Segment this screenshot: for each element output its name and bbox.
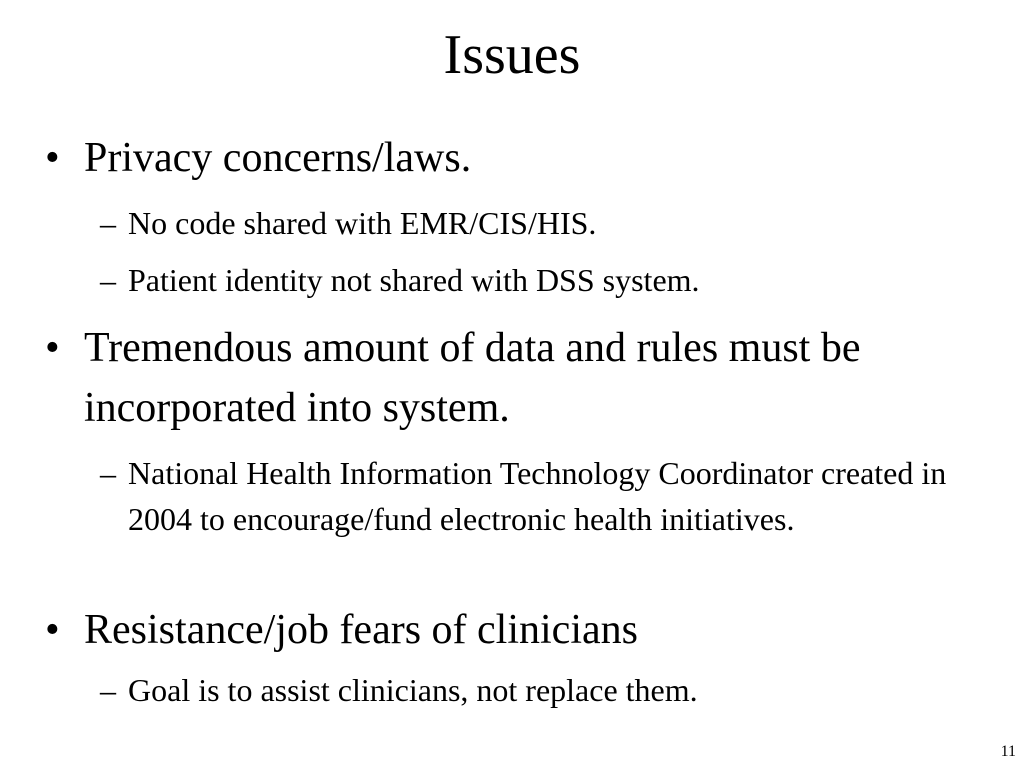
bullet-text: Resistance/job fears of clinicians (84, 607, 638, 653)
bullet-text: Tremendous amount of data and rules must be incorporated into system. (84, 325, 861, 431)
bullet-marker: • (45, 607, 60, 653)
bullet-marker: • (45, 135, 60, 181)
sub-item-nhit-coordinator (100, 450, 990, 542)
bullet-marker: • (45, 325, 60, 371)
bullet-item-privacy (45, 128, 985, 188)
sub-item-marker: – (100, 455, 116, 491)
sub-item-no-code-shared (100, 200, 990, 246)
bullet-item-data-and-rules (45, 318, 985, 438)
sub-item-text: Patient identity not shared with DSS system. (128, 262, 700, 298)
bullet-item-resistance (45, 600, 985, 660)
bullet-text: Privacy concerns/laws. (84, 135, 472, 181)
sub-item-marker: – (100, 205, 116, 241)
slide-title: Issues (443, 24, 581, 86)
sub-item-marker: – (100, 262, 116, 298)
sub-item-text: National Health Information Technology Coordinator created in 2004 to encourage/fund electronic health initiatives. (128, 455, 947, 537)
page-number: 11 (1000, 743, 1016, 760)
sub-item-patient-identity (100, 257, 990, 303)
sub-item-text: No code shared with EMR/CIS/HIS. (128, 205, 597, 241)
sub-item-text: Goal is to assist clinicians, not replace them. (128, 672, 698, 708)
sub-item-marker: – (100, 672, 116, 708)
sub-item-goal (100, 667, 990, 713)
